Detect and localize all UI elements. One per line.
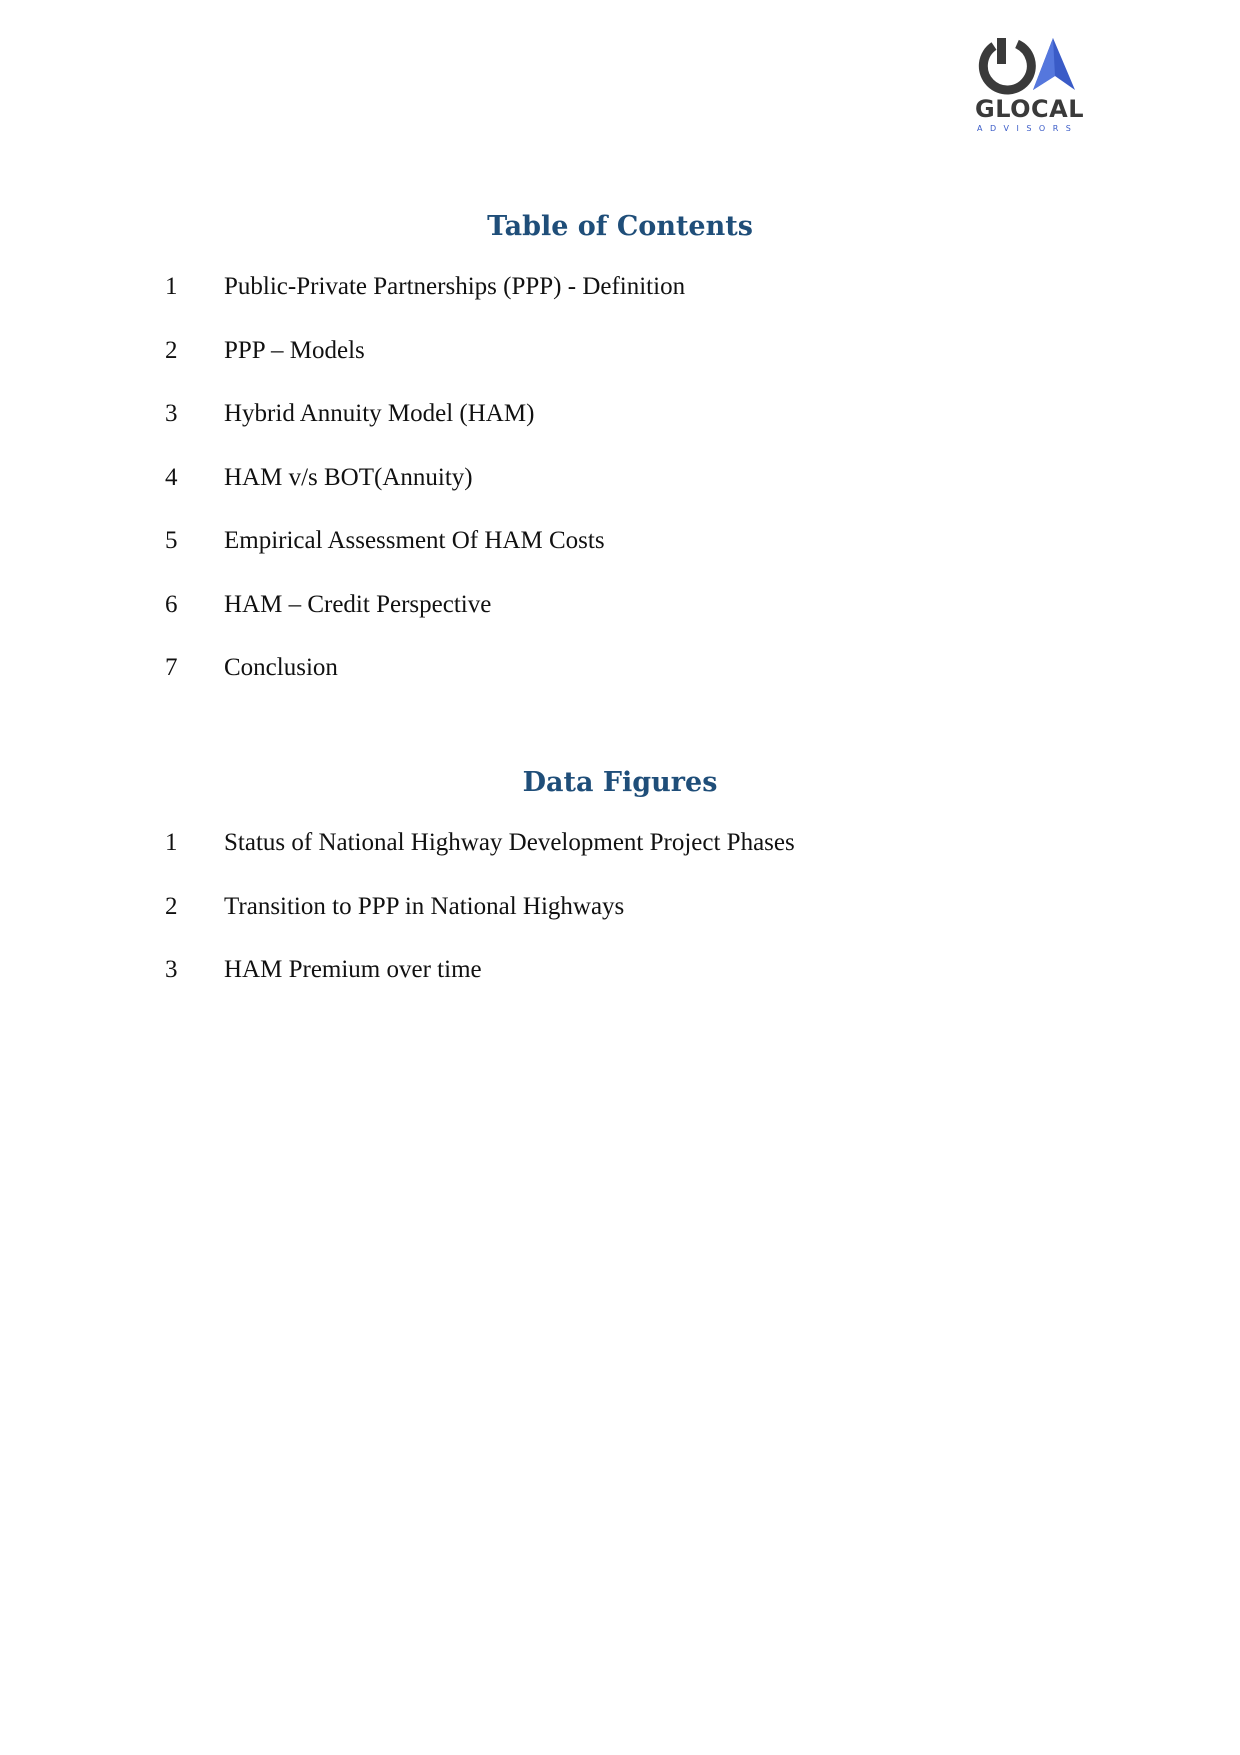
toc-item-number: 3 [165,400,178,427]
toc-item-title[interactable]: HAM v/s BOT(Annuity) [224,463,473,491]
figure-item-number: 3 [165,956,178,983]
toc-item-number: 7 [165,654,178,681]
toc-item-title[interactable]: HAM – Credit Perspective [224,590,492,618]
toc-item-number: 4 [165,463,178,491]
logo-wordmark: GLOCAL [975,95,1085,123]
figure-item[interactable] [0,826,1240,890]
toc-item[interactable] [0,397,1240,461]
toc-item-title[interactable]: Empirical Assessment Of HAM Costs [224,527,605,554]
toc-list [0,270,1240,715]
figure-item[interactable] [0,890,1240,954]
figures-list [0,826,1240,1017]
toc-item-number: 2 [165,336,178,364]
toc-item-number: 6 [165,590,178,618]
figure-item[interactable] [0,953,1240,1017]
figure-item-number: 1 [165,829,178,856]
logo-tagline: ADVISORS [977,124,1079,133]
toc-item[interactable] [0,270,1240,334]
figure-item-title[interactable]: Transition to PPP in National Highways [224,892,625,920]
glocal-logo-mark-icon [975,38,1090,96]
toc-item[interactable] [0,461,1240,525]
toc-item-title[interactable]: PPP – Models [224,336,365,364]
figures-heading: Data Figures [522,767,718,798]
toc-item[interactable] [0,334,1240,398]
figure-item-title[interactable]: Status of National Highway Development Project Phases [224,829,795,856]
figure-item-title[interactable]: HAM Premium over time [224,956,482,983]
figure-item-number: 2 [165,892,178,920]
toc-item-title[interactable]: Conclusion [224,654,338,681]
toc-heading: Table of Contents [487,211,753,242]
toc-item[interactable] [0,524,1240,588]
company-logo [975,38,1090,138]
toc-item-title[interactable]: Hybrid Annuity Model (HAM) [224,400,535,427]
toc-item[interactable] [0,588,1240,652]
toc-item-number: 1 [165,273,178,300]
toc-item-title[interactable]: Public-Private Partnerships (PPP) - Definition [224,273,686,300]
toc-item-number: 5 [165,527,178,554]
toc-item[interactable] [0,651,1240,715]
